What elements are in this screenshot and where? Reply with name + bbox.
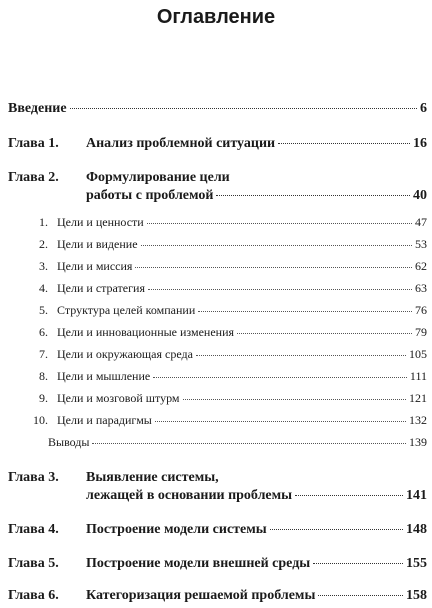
dot-leader	[216, 195, 410, 196]
section-title: Цели и стратегия	[57, 281, 145, 295]
dot-leader	[135, 267, 412, 268]
toc-entry-chapter-5[interactable]	[8, 555, 427, 573]
section-title: Структура целей компании	[57, 303, 196, 317]
toc-entry-title: Построение модели внешней среды	[86, 556, 311, 571]
section-number: 2.	[39, 237, 48, 251]
section-page: 47	[415, 215, 427, 229]
toc-entry-page: 40	[413, 188, 427, 203]
chapter-label: Глава 6.	[8, 588, 59, 603]
page-title: Оглавление	[156, 6, 276, 28]
dot-leader	[148, 289, 412, 290]
dot-leader	[70, 108, 417, 109]
toc-entry-title-cont: работы с проблемой	[86, 188, 214, 203]
toc-section-4[interactable]	[26, 280, 427, 296]
section-title: Цели и мышление	[57, 369, 151, 383]
section-page: 105	[409, 347, 427, 361]
section-page: 63	[415, 281, 427, 295]
dot-leader	[196, 355, 406, 356]
toc-entry-title-cont: лежащей в основании проблемы	[86, 488, 293, 503]
dot-leader	[270, 529, 403, 530]
section-number: 5.	[39, 303, 48, 317]
section-title: Цели и ценности	[57, 215, 144, 229]
section-page: 111	[409, 369, 427, 383]
dot-leader	[141, 245, 412, 246]
toc-entry-page: 16	[413, 136, 427, 151]
toc-entry-chapter-3-cont[interactable]	[86, 487, 427, 505]
toc-section-7[interactable]	[26, 346, 427, 362]
toc-entry-chapter-2[interactable]	[8, 169, 427, 187]
toc-entry-title: Категоризация решаемой проблемы	[86, 588, 316, 603]
toc-entry-title: Введение	[8, 101, 67, 116]
conclusions-page: 139	[409, 435, 427, 449]
toc-section-10[interactable]	[26, 412, 427, 428]
toc-entry-title: Выявление системы,	[86, 470, 219, 485]
toc-section-2[interactable]	[26, 236, 427, 252]
dot-leader	[183, 399, 406, 400]
toc-section-3[interactable]	[26, 258, 427, 274]
toc-entry-page: 158	[406, 588, 427, 603]
toc-entry-title: Построение модели системы	[86, 522, 267, 537]
chapter-label: Глава 4.	[8, 522, 59, 537]
dot-leader	[155, 421, 406, 422]
dot-leader	[153, 377, 407, 378]
section-title: Цели и окружающая среда	[57, 347, 193, 361]
section-title: Цели и инновационные изменения	[57, 325, 235, 339]
section-title: Цели и парадигмы	[57, 413, 152, 427]
conclusions-title: Выводы	[48, 435, 90, 449]
toc-section-1[interactable]	[26, 214, 427, 230]
section-page: 53	[415, 237, 427, 251]
dot-leader	[92, 443, 406, 444]
toc-conclusions[interactable]	[48, 434, 427, 450]
toc-section-5[interactable]	[26, 302, 427, 318]
toc-section-6[interactable]	[26, 324, 427, 340]
section-title: Цели и мозговой штурм	[57, 391, 180, 405]
toc-section-9[interactable]	[26, 390, 427, 406]
dot-leader	[237, 333, 412, 334]
chapter-label: Глава 5.	[8, 556, 59, 571]
section-page: 132	[409, 413, 427, 427]
section-page: 62	[415, 259, 427, 273]
toc-section-8[interactable]	[26, 368, 427, 384]
toc-entry-chapter-1[interactable]	[8, 135, 427, 153]
toc-entry-page: 141	[406, 488, 427, 503]
section-page: 76	[415, 303, 427, 317]
section-number: 8.	[39, 369, 48, 383]
toc-entry-chapter-3[interactable]	[8, 469, 427, 487]
toc-entry-chapter-2-cont[interactable]	[86, 187, 427, 205]
section-page: 79	[415, 325, 427, 339]
toc-entry-title: Анализ проблемной ситуации	[86, 136, 276, 151]
toc-entry-page: 148	[406, 522, 427, 537]
dot-leader	[198, 311, 412, 312]
toc-entry-title: Формулирование цели	[86, 170, 230, 185]
dot-leader	[278, 143, 410, 144]
dot-leader	[147, 223, 412, 224]
toc-entry-chapter-4[interactable]	[8, 521, 427, 539]
section-number: 7.	[39, 347, 48, 361]
toc-entry-intro[interactable]	[8, 100, 427, 118]
section-number: 4.	[39, 281, 48, 295]
section-number: 9.	[39, 391, 48, 405]
chapter-label: Глава 1.	[8, 136, 59, 151]
section-number: 10.	[33, 413, 48, 427]
chapter-label: Глава 3.	[8, 470, 59, 485]
section-number: 6.	[39, 325, 48, 339]
toc-entry-chapter-6[interactable]	[8, 587, 427, 605]
section-title: Цели и видение	[57, 237, 138, 251]
dot-leader	[295, 495, 403, 496]
section-number: 1.	[39, 215, 48, 229]
section-number: 3.	[39, 259, 48, 273]
toc-entry-page: 6	[420, 101, 427, 116]
dot-leader	[318, 595, 403, 596]
toc-entry-page: 155	[406, 556, 427, 571]
section-page: 121	[409, 391, 427, 405]
dot-leader	[313, 563, 403, 564]
section-title: Цели и миссия	[57, 259, 133, 273]
chapter-label: Глава 2.	[8, 170, 59, 185]
